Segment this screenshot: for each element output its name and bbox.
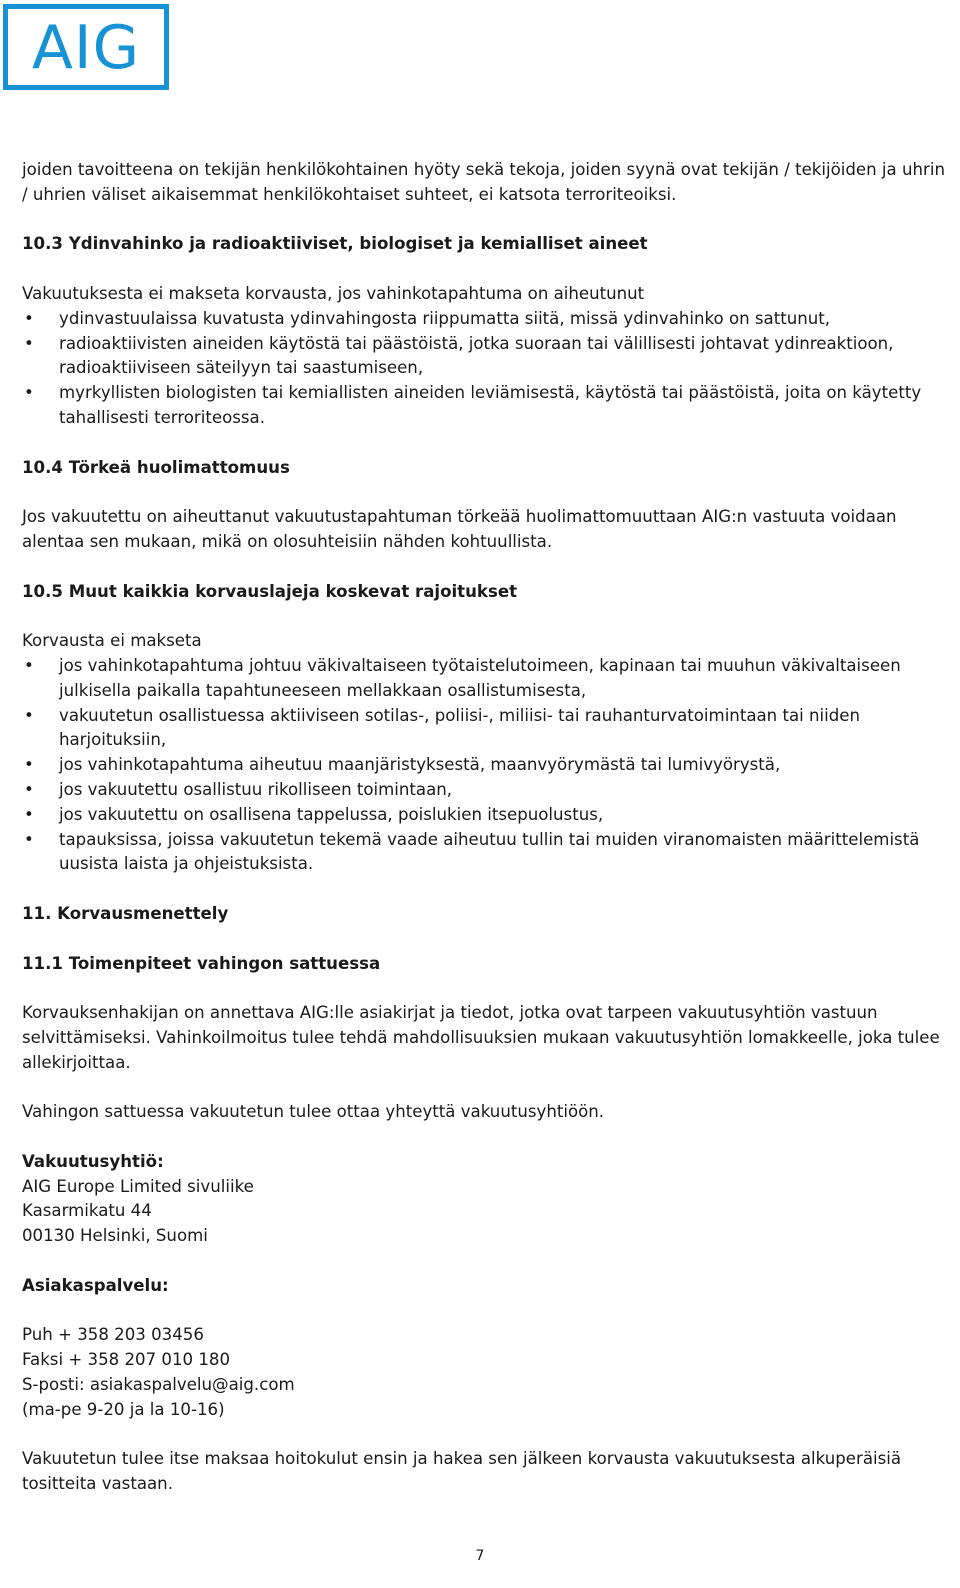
customer-service-hours: (ma-pe 9-20 ja la 10-16) bbox=[22, 1399, 225, 1419]
aig-logo-text: AIG bbox=[31, 13, 141, 83]
section-10-5-lead: Korvausta ei makseta bbox=[22, 631, 202, 651]
customer-service-fax: Faksi + 358 207 010 180 bbox=[22, 1350, 231, 1370]
section-10-3-lead: Vakuutuksesta ei makseta korvausta, jos vahinkotapahtuma on aiheutunut bbox=[22, 283, 645, 303]
insurer-street: Kasarmikatu 44 bbox=[22, 1201, 152, 1221]
section-10-4-text: Jos vakuutettu on aiheuttanut vakuutustapahtuman törkeää huolimattomuuttaan AIG:n vastuuta voidaan alentaa sen mukaan, mikä on olosuhteisiin nähden kohtuullista. bbox=[22, 507, 897, 551]
heading-11-1: 11.1 Toimenpiteet vahingon sattuessa bbox=[22, 953, 381, 973]
list-item: • vakuutetun osallistuessa aktiiviseen sotilas-, poliisi-, miliisi- tai rauhanturvatoimintaan tai niiden harjoituksiin, bbox=[22, 704, 947, 754]
list-item: • jos vahinkotapahtuma aiheutuu maanjäristyksestä, maanvyörymästä tai lumivyörystä, bbox=[22, 753, 947, 778]
heading-10-4: 10.4 Törkeä huolimattomuus bbox=[22, 457, 290, 477]
heading-10-3: 10.3 Ydinvahinko ja radioaktiiviset, biologiset ja kemialliset aineet bbox=[22, 234, 648, 254]
list-item: • radioaktiivisten aineiden käytöstä tai päästöistä, jotka suoraan tai välillisesti johtavat ydinreaktioon, radioaktiiviseen säteilyyn tai saastumiseen, bbox=[22, 332, 947, 382]
insurer-city: 00130 Helsinki, Suomi bbox=[22, 1226, 208, 1246]
list-item: • jos vakuutettu osallistuu rikolliseen toimintaan, bbox=[22, 778, 947, 803]
section-11-1-text-1: Korvauksenhakijan on annettava AIG:lle asiakirjat ja tiedot, jotka ovat tarpeen vakuutusyhtiön vastuun selvittämiseksi. Vahinkoilmoitus tulee tehdä mahdollisuuksien mukaan vakuutusyhtiön lomakkeelle, joka tulee allekirjoittaa. bbox=[22, 1003, 940, 1072]
page-number: 7 bbox=[475, 1548, 485, 1564]
document-body bbox=[22, 158, 947, 1497]
section-10-5-list bbox=[22, 654, 947, 877]
section-11-1-text-2: Vahingon sattuessa vakuutetun tulee ottaa yhteyttä vakuutusyhtiöön. bbox=[22, 1102, 605, 1122]
list-item: • jos vakuutettu on osallisena tappelussa, poislukien itsepuolustus, bbox=[22, 803, 947, 828]
intro-paragraph: joiden tavoitteena on tekijän henkilökohtainen hyöty sekä tekoja, joiden syynä ovat tekijän / tekijöiden ja uhrin / uhrien väliset aikaisemmat henkilökohtaiset suhteet, ei katsota terroriteoiksi. bbox=[22, 160, 945, 204]
list-item: • ydinvastuulaissa kuvatusta ydinvahingosta riippumatta siitä, missä ydinvahinko on sattunut, bbox=[22, 307, 947, 332]
heading-11: 11. Korvausmenettely bbox=[22, 903, 229, 923]
closing-paragraph: Vakuutetun tulee itse maksaa hoitokulut ensin ja hakea sen jälkeen korvausta vakuutuksesta alkuperäisiä tositteita vastaan. bbox=[22, 1449, 902, 1494]
aig-logo bbox=[3, 4, 169, 90]
list-item: • myrkyllisten biologisten tai kemiallisten aineiden leviämisestä, käytöstä tai päästöistä, joita on käytetty tahallisesti terroriteossa. bbox=[22, 381, 947, 431]
heading-10-5: 10.5 Muut kaikkia korvauslajeja koskevat rajoitukset bbox=[22, 581, 518, 601]
customer-service-phone: Puh + 358 203 03456 bbox=[22, 1325, 204, 1345]
section-10-3-list bbox=[22, 307, 947, 431]
insurer-label: Vakuutusyhtiö: bbox=[22, 1151, 164, 1171]
list-item: • jos vahinkotapahtuma johtuu väkivaltaiseen työtaistelutoimeen, kapinaan tai muuhun väkivaltaiseen julkisella paikalla tapahtuneeseen mellakkaan osallistumisesta, bbox=[22, 654, 947, 704]
list-item: • tapauksissa, joissa vakuutetun tekemä vaade aiheutuu tullin tai muiden viranomaisten määrittelemistä uusista laista ja ohjeistuksista. bbox=[22, 828, 947, 878]
customer-service-label: Asiakaspalvelu: bbox=[22, 1275, 169, 1295]
customer-service-email: S-posti: asiakaspalvelu@aig.com bbox=[22, 1375, 295, 1395]
insurer-name: AIG Europe Limited sivuliike bbox=[22, 1176, 254, 1196]
